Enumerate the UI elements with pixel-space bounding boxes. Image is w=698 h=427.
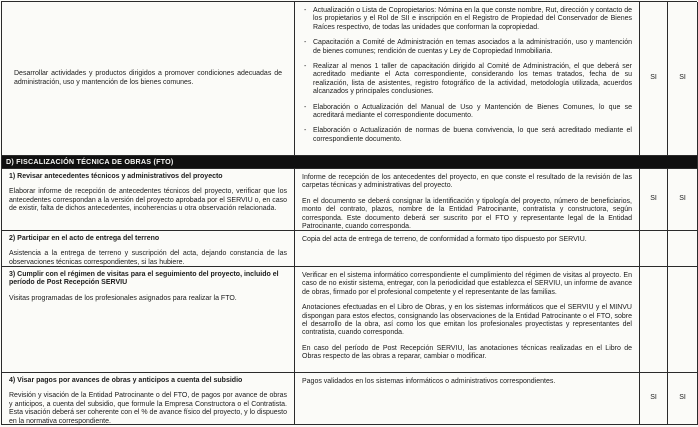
activity-text: Desarrollar actividades y productos dirigidos a promover condiciones adecuadas de administración, uso y mantención de los bienes comunes.: [14, 70, 282, 86]
doc-paragraph: Copia del acta de entrega de terreno, de conformidad a formato tipo dispuesto por SERVIU.: [302, 236, 587, 243]
doc-paragraph: En caso del período de Post Recepción SERVIU, las anotaciones técnicas realizadas en el Libro de Obras respecto de las obras a reparar, cambiar o modificar.: [302, 344, 632, 361]
row-body: Elaborar informe de recepción de antecedentes técnicos del proyecto, verificar que los antecedentes correspondan a la versión del proyecto aprobada por el SERVIU o, en caso de existir, falta de dichos antecedentes, incoherencias u otra observación relacionada.: [9, 188, 287, 213]
activity-description-cell: [2, 169, 295, 231]
row-title: 1) Revisar antecedentes técnicos y administrativos del proyecto: [9, 173, 223, 180]
row-body: Asistencia a la entrega de terreno y suscripción del acta, dejando constancia de las observaciones técnicas correspondientes, si las hubiere.: [9, 250, 287, 266]
row-body: Visitas programadas de los profesionales asignados para realizar la FTO.: [9, 294, 237, 302]
activity-description-cell: [2, 231, 295, 267]
row-title: 4) Visar pagos por avances de obras y anticipos a cuenta del subsidio: [9, 377, 243, 384]
si-value-col1: SI: [640, 2, 668, 156]
deliverables-cell: [295, 267, 640, 373]
deliverables-cell: [295, 231, 640, 267]
doc-paragraph: En el documento se deberá consignar la identificación y tipología del proyecto, número de beneficiarios, monto del contrato, plazos, nombre de la Entidad Patrocinante, contratista y constructora, según corresponda. Este documento deberá ser suscrito por el FTO y representante legal de la Entidad Patrocinante, cuando corresponda.: [302, 197, 632, 230]
si-value-col2: SI: [668, 373, 698, 425]
bullet-item: - Elaboración o Actualización de normas de buena convivencia, lo que será acreditado mediante el correspondiente documento.: [302, 127, 632, 144]
activity-description-cell: [2, 2, 295, 156]
si-value-col2: [668, 231, 698, 267]
doc-paragraph: Anotaciones efectuadas en el Libro de Obras, y en los sistemas informáticos que el SERVIU y el MINVU dispongan para estos efectos, consignando las observaciones de la Entidad Patrocinante o el FTO, sobre el desarrollo de la obra, así como los que emitan los profesionales proyectistas y representantes del contratista, cuando corresponda.: [302, 304, 632, 337]
doc-paragraph: Informe de recepción de los antecedentes del proyecto, en que conste el resultado de la revisión de las carpetas técnicas y administrativas del proyecto.: [302, 174, 632, 190]
activity-description-cell: [2, 373, 295, 425]
deliverables-cell: [295, 373, 640, 425]
row-title: 2) Participar en el acto de entrega del terreno: [9, 235, 160, 242]
section-header: D) FISCALIZACIÓN TÉCNICA DE OBRAS (FTO): [2, 156, 698, 169]
deliverables-cell: [295, 169, 640, 231]
si-value-col2: SI: [668, 2, 698, 156]
activity-description-cell: [2, 267, 295, 373]
si-value-col2: SI: [668, 169, 698, 231]
row-body: Revisión y visación de la Entidad Patrocinante o del FTO, de pagos por avance de obras y anticipos, a cuenta del subsidio, que formule la Empresa Constructora o el Contratista. Esta visación deberá ser coherente con el % de avance físico del proyecto, y lo dispuesto en la normativa correspondiente.: [9, 392, 287, 425]
bullet-item: - Capacitación a Comité de Administración en temas asociados a la administración, uso y mantención de bienes comunes; rendición de cuentas y Ley de Copropiedad Inmobiliaria.: [302, 39, 632, 56]
deliverables-cell: [295, 2, 640, 156]
doc-paragraph: Verificar en el sistema informático correspondiente el cumplimiento del régimen de visitas al proyecto. En caso de no existir sistema, entregar, con la periodicidad que establezca el SERVIU, un informe de avance de obras, firmado por el profesional competente y el representante de las familias.: [302, 272, 632, 296]
row-title: 3) Cumplir con el régimen de visitas para el seguimiento del proyecto, incluido el período de Post Recepción SERVIU: [9, 271, 279, 287]
doc-paragraph: Pagos validados en los sistemas informáticos o administrativos correspondientes.: [302, 378, 556, 385]
technical-assistance-table: [1, 1, 697, 425]
si-value-col1: [640, 267, 668, 373]
si-value-col1: SI: [640, 169, 668, 231]
bullet-item: - Realizar al menos 1 taller de capacitación dirigido al Comité de Administración, el que deberá ser acreditado mediante el Acta correspondiente, considerando los temas tratados, fecha de su realización, lista de asistentes, registro fotográfico de la actividad, metodología utilizada, acuerdos alcanzados y principales conclusiones.: [302, 63, 632, 97]
bullet-item: - Elaboración o Actualización del Manual de Uso y Mantención de Bienes Comunes, lo que se acreditará mediante el correspondiente documento.: [302, 104, 632, 121]
bullet-item: - Actualización o Lista de Copropietarios: Nómina en la que conste nombre, Rut, dirección y contacto de los propietarios y el Rol de SII e inscripción en el Registro de Propiedad del Conservador de Bienes Raíces respectivo, de todas las unidades que conforman la copropiedad.: [302, 7, 632, 32]
si-value-col2: [668, 267, 698, 373]
si-value-col1: SI: [640, 373, 668, 425]
si-value-col1: [640, 231, 668, 267]
